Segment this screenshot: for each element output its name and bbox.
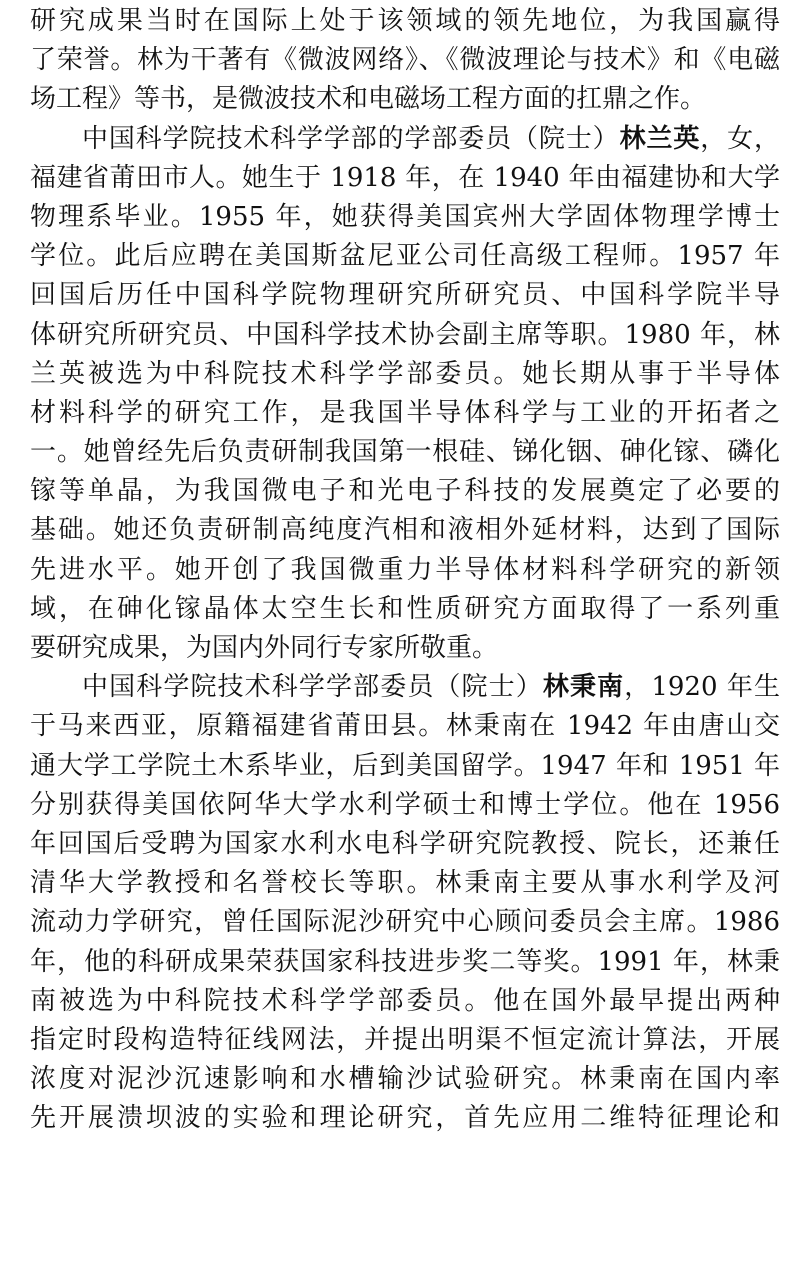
paragraph-lin-lanying (30, 120, 780, 669)
text-line: 了荣誉。林为干著有《微波网络》、《微波理论与技术》和《电磁 (30, 45, 780, 76)
text-line: 清华大学教授和名誉校长等职。林秉南主要从事水利学及河 (30, 868, 780, 899)
text-line: 中国科学院技术科学学部的学部委员（院士）林兰英，女， (82, 123, 780, 154)
book-page (30, 2, 780, 1138)
text-line: 中国科学院技术科学学部委员（院士）林秉南，1920 年生 (82, 672, 780, 703)
text-line: 年回国后受聘为国家水利水电科学研究院教授、院长，还兼任 (30, 828, 780, 859)
text-line: 先进水平。她开创了我国微重力半导体材料科学研究的新领 (30, 554, 780, 585)
text-line: 基础。她还负责研制高纯度汽相和液相外延材料，达到了国际 (30, 515, 780, 546)
text-line: 物理系毕业。1955 年，她获得美国宾州大学固体物理学博士 (30, 201, 780, 232)
paragraph-lin-weigan-works (30, 2, 780, 120)
text-line: 学位。此后应聘在美国斯盆尼亚公司任高级工程师。1957 年 (30, 241, 780, 272)
paragraph-lin-bingnan (30, 668, 780, 1138)
text-line: 通大学工学院土木系毕业，后到美国留学。1947 年和 1951 年 (30, 750, 780, 781)
text-line: 指定时段构造特征线网法，并提出明渠不恒定流计算法，开展 (30, 1024, 780, 1055)
text-line: 兰英被选为中科院技术科学学部委员。她长期从事于半导体 (30, 358, 780, 389)
text-line: 体研究所研究员、中国科学技术协会副主席等职。1980 年，林 (30, 319, 780, 350)
text-line: 材料科学的研究工作，是我国半导体科学与工业的开拓者之 (30, 397, 780, 428)
text-line: 镓等单晶，为我国微电子和光电子科技的发展奠定了必要的 (30, 476, 780, 507)
text-line: 浓度对泥沙沉速影响和水槽输沙试验研究。林秉南在国内率 (30, 1064, 780, 1095)
text-line: 先开展溃坝波的实验和理论研究，首先应用二维特征理论和 (30, 1103, 780, 1134)
text-line: 分别获得美国依阿华大学水利学硕士和博士学位。他在 1956 (30, 789, 780, 820)
text-line: 回国后历任中国科学院物理研究所研究员、中国科学院半导 (30, 280, 780, 311)
text-line: 福建省莆田市人。她生于 1918 年，在 1940 年由福建协和大学 (30, 162, 780, 193)
text-line: 流动力学研究，曾任国际泥沙研究中心顾问委员会主席。1986 (30, 907, 780, 938)
text-line: 要研究成果，为国内外同行专家所敬重。 (30, 633, 499, 663)
text-line: 场工程》等书，是微波技术和电磁场工程方面的扛鼎之作。 (30, 84, 707, 115)
text-line: 于马来西亚，原籍福建省莆田县。林秉南在 1942 年由唐山交 (30, 711, 780, 742)
text-line: 域，在砷化镓晶体太空生长和性质研究方面取得了一系列重 (30, 593, 780, 624)
text-line: 研究成果当时在国际上处于该领域的领先地位，为我国赢得 (30, 6, 780, 36)
text-line: 南被选为中科院技术科学学部委员。他在国外最早提出两种 (30, 985, 780, 1016)
text-line: 一。她曾经先后负责研制我国第一根硅、锑化铟、砷化镓、磷化 (30, 437, 780, 468)
text-line: 年，他的科研成果荣获国家科技进步奖二等奖。1991 年，林秉 (30, 946, 780, 977)
